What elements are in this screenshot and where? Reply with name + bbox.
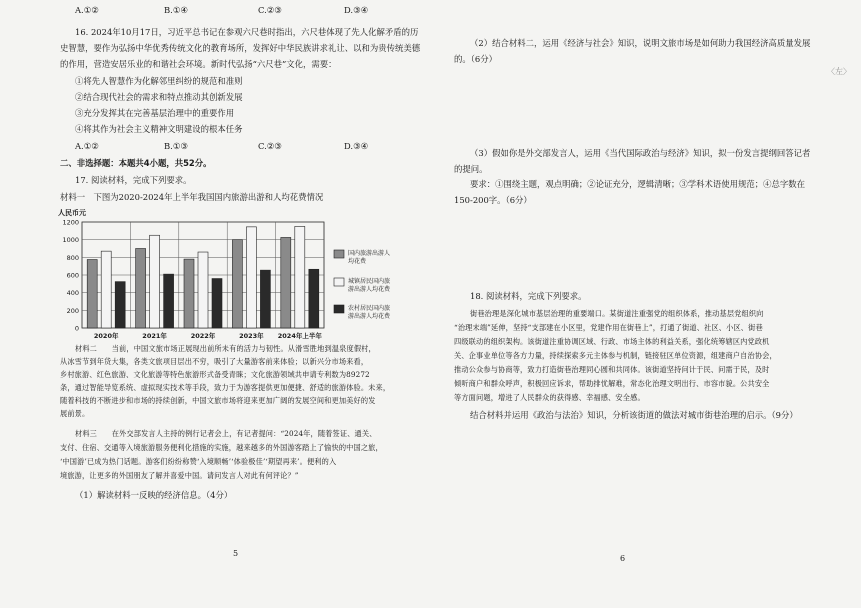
bar <box>281 237 291 328</box>
bar <box>136 249 146 329</box>
chart-ylabel: 人民币元 <box>58 209 86 217</box>
q18-material-line: 街巷治理是深化城市基层治理的重要端口。某街道注重强党的组织体系，推动基层党组织向 <box>470 309 764 318</box>
bar <box>150 235 160 328</box>
material2-line: 从冰雪节到年货大集，各类文旅项目层出不穷，吸引了大量游客前来体验；以新兴分市场来看， <box>60 357 369 366</box>
bar <box>309 269 319 328</box>
y-tick-label: 200 <box>66 306 79 315</box>
legend-swatch <box>334 305 344 313</box>
bar <box>260 270 270 328</box>
q15-option-a: A.①② <box>75 5 99 15</box>
x-tick-label: 2023年 <box>239 332 264 340</box>
bar <box>295 226 305 328</box>
x-tick-label: 2021年 <box>142 332 167 340</box>
material3-line: 境旅游，让更多的外国朋友了解并喜爱中国。请问发言人对此有何评论？” <box>60 471 299 480</box>
legend-swatch <box>334 278 344 286</box>
material3-line: 支付、住宿、交通等入境旅游服务便利化措施的实施，越来越多的外国游客踏上了愉快的中国之旅， <box>60 443 383 452</box>
q16-line: 史智慧，要作为弘扬中华优秀传统文化的教育场所，发挥好中华民族讲求礼让、以和为贵传统美德 <box>60 43 421 53</box>
legend-label: 城镇居民国内旅 <box>348 278 391 285</box>
y-tick-label: 1000 <box>62 236 79 245</box>
q15-option-c: C.②③ <box>258 5 282 15</box>
q16-line: 的作用，营造安居乐业的和谐社会环境。新时代弘扬“六尺巷”文化，需要： <box>60 59 337 69</box>
material2-line: 展前景。 <box>60 409 90 418</box>
section-heading: 二、非选择题：本题共4小题，共52分。 <box>60 158 212 168</box>
x-tick-label: 2024年上半年 <box>277 332 322 340</box>
page-number-left: 5 <box>233 549 239 558</box>
q17-part3-line: 的提问。 <box>454 164 488 174</box>
q16-line: 16. 2024年10月17日，习近平总书记在参观六尺巷时指出，六尺巷体现了先人化解矛盾的历 <box>75 27 419 37</box>
legend-label: 游出游人均花费 <box>348 313 391 320</box>
x-tick-label: 2020年 <box>93 332 119 340</box>
bar <box>101 251 111 328</box>
legend-swatch <box>334 250 344 258</box>
y-tick-label: 400 <box>66 289 79 298</box>
y-tick-label: 600 <box>66 271 79 280</box>
q18-material-line: 推动公众参与协商等，致力打造街巷治理同心圆和共同体。该街道坚持问计于民、问需于民，及时 <box>454 365 770 374</box>
q17-part2-line: （2）结合材料二，运用《经济与社会》知识，说明文旅市场是如何助力我国经济高质量发展 <box>470 38 811 48</box>
q16-item: ③充分发挥其在完善基层治理中的重要作用 <box>75 108 235 118</box>
bar <box>232 240 242 328</box>
q17-part2-line: 的。（6分） <box>454 54 498 64</box>
bar <box>198 252 208 328</box>
q16-option-a: A.①② <box>75 141 99 151</box>
left-page <box>0 0 430 608</box>
material1-caption: 材料一 下图为2020-2024年上半年我国国内旅游出游和人均花费情况 <box>60 192 324 202</box>
bar <box>115 282 125 328</box>
legend-label: 农村居民国内旅 <box>348 305 391 312</box>
q16-item: ④将其作为社会主义精神文明建设的根本任务 <box>75 124 243 134</box>
q17-heading: 17. 阅读材料，完成下列要求。 <box>75 175 192 185</box>
material2-line: 随着科技的不断进步和市场的持续创新，中国文旅市场将迎来更加广阔的发展空间和更加美好的发 <box>60 396 376 405</box>
y-tick-label: 1200 <box>62 218 79 227</box>
q18-material-line: 关、企事业单位等各方力量，持续探索多元主体参与机制，链接驻区单位资源，组建商户自治协会， <box>454 351 777 360</box>
chart-svg <box>56 204 396 342</box>
bar <box>212 279 222 328</box>
material2-line: 条，通过智能导览系统、虚拟现实技术等手段，致力于为游客提供更加便捷、舒适的旅游体验。未来， <box>60 383 391 392</box>
requirements-line: 要求：①围绕主题，观点明确；②论证充分，逻辑清晰；③学科术语使用规范；④总字数在 <box>470 179 805 189</box>
q16-option-c: C.②③ <box>258 141 282 151</box>
material2-line: 材料二 当前，中国文旅市场正展现出前所未有的活力与韧性。从滑雪胜地到温泉度假村， <box>75 344 376 353</box>
q16-item: ②结合现代社会的需求和特点推动其创新发展 <box>75 92 243 102</box>
legend-label: 游出游人均花费 <box>348 286 391 293</box>
q16-item: ①将先人智慧作为化解邻里纠纷的规范和准则 <box>75 76 243 86</box>
y-tick-label: 0 <box>74 324 79 333</box>
page-number-right: 6 <box>620 554 626 563</box>
bar <box>164 274 174 328</box>
q16-option-b: B.①③ <box>164 141 188 151</box>
legend-label: 均花费 <box>348 258 367 265</box>
q18-task: 结合材料并运用《政治与法治》知识，分析该街道的做法对城市街巷治理的启示。（9分） <box>470 410 798 420</box>
material2-line: 乡村旅游、红色旅游、文化旅游等特色旅游形式备受青睐；文化旅游领域共申请专利数为89272 <box>60 370 370 379</box>
q16-option-d: D.③④ <box>344 141 369 151</box>
requirements-line: 150-200字。（6分） <box>454 195 532 205</box>
material3-line: 材料三 在外交部发言人主持的例行记者会上，有记者提问：“2024年，随着签证、通关、 <box>75 429 377 438</box>
q18-material-line: 四级联动的组织架构。该街道注重协调区域、行政、市场主体的利益关系，强化统筹辖区内党政机 <box>454 337 770 346</box>
q18-material-line: 等方面问题，增进了人民群众的获得感、幸福感、安全感。 <box>454 393 645 402</box>
q18-material-line: 倾听商户和群众呼声，积极回应诉求，帮助排忧解难，常态化治理文明出行、市容市貌。公共安全 <box>454 379 770 388</box>
bar <box>184 259 194 328</box>
q17-part1: （1）解读材料一反映的经济信息。（4分） <box>75 490 233 500</box>
margin-note: 〈左〉 <box>827 67 851 76</box>
y-tick-label: 800 <box>66 253 79 262</box>
bar <box>87 260 97 328</box>
bar <box>246 227 256 328</box>
legend-label: 国内旅游出游人 <box>348 250 391 257</box>
material3-line: ‘中国游’已成为热门话题。游客们纷纷称赞‘入境顺畅’‘体验极佳’‘期望再来’。便利的入 <box>60 457 337 466</box>
q15-option-d: D.③④ <box>344 5 369 15</box>
x-tick-label: 2022年 <box>190 332 216 340</box>
q18-heading: 18. 阅读材料，完成下列要求。 <box>470 291 587 301</box>
q17-part3-line: （3）假如你是外交部发言人，运用《当代国际政治与经济》知识，拟一份发言提纲回答记者 <box>470 148 811 158</box>
q18-material-line: “治理末端”延伸，坚持“支部建在小区里，党建作用在街巷上”，打通了街道、社区、小区、街巷 <box>454 323 763 332</box>
q15-option-b: B.①④ <box>164 5 188 15</box>
bar-chart <box>56 204 396 342</box>
right-page <box>430 0 861 608</box>
